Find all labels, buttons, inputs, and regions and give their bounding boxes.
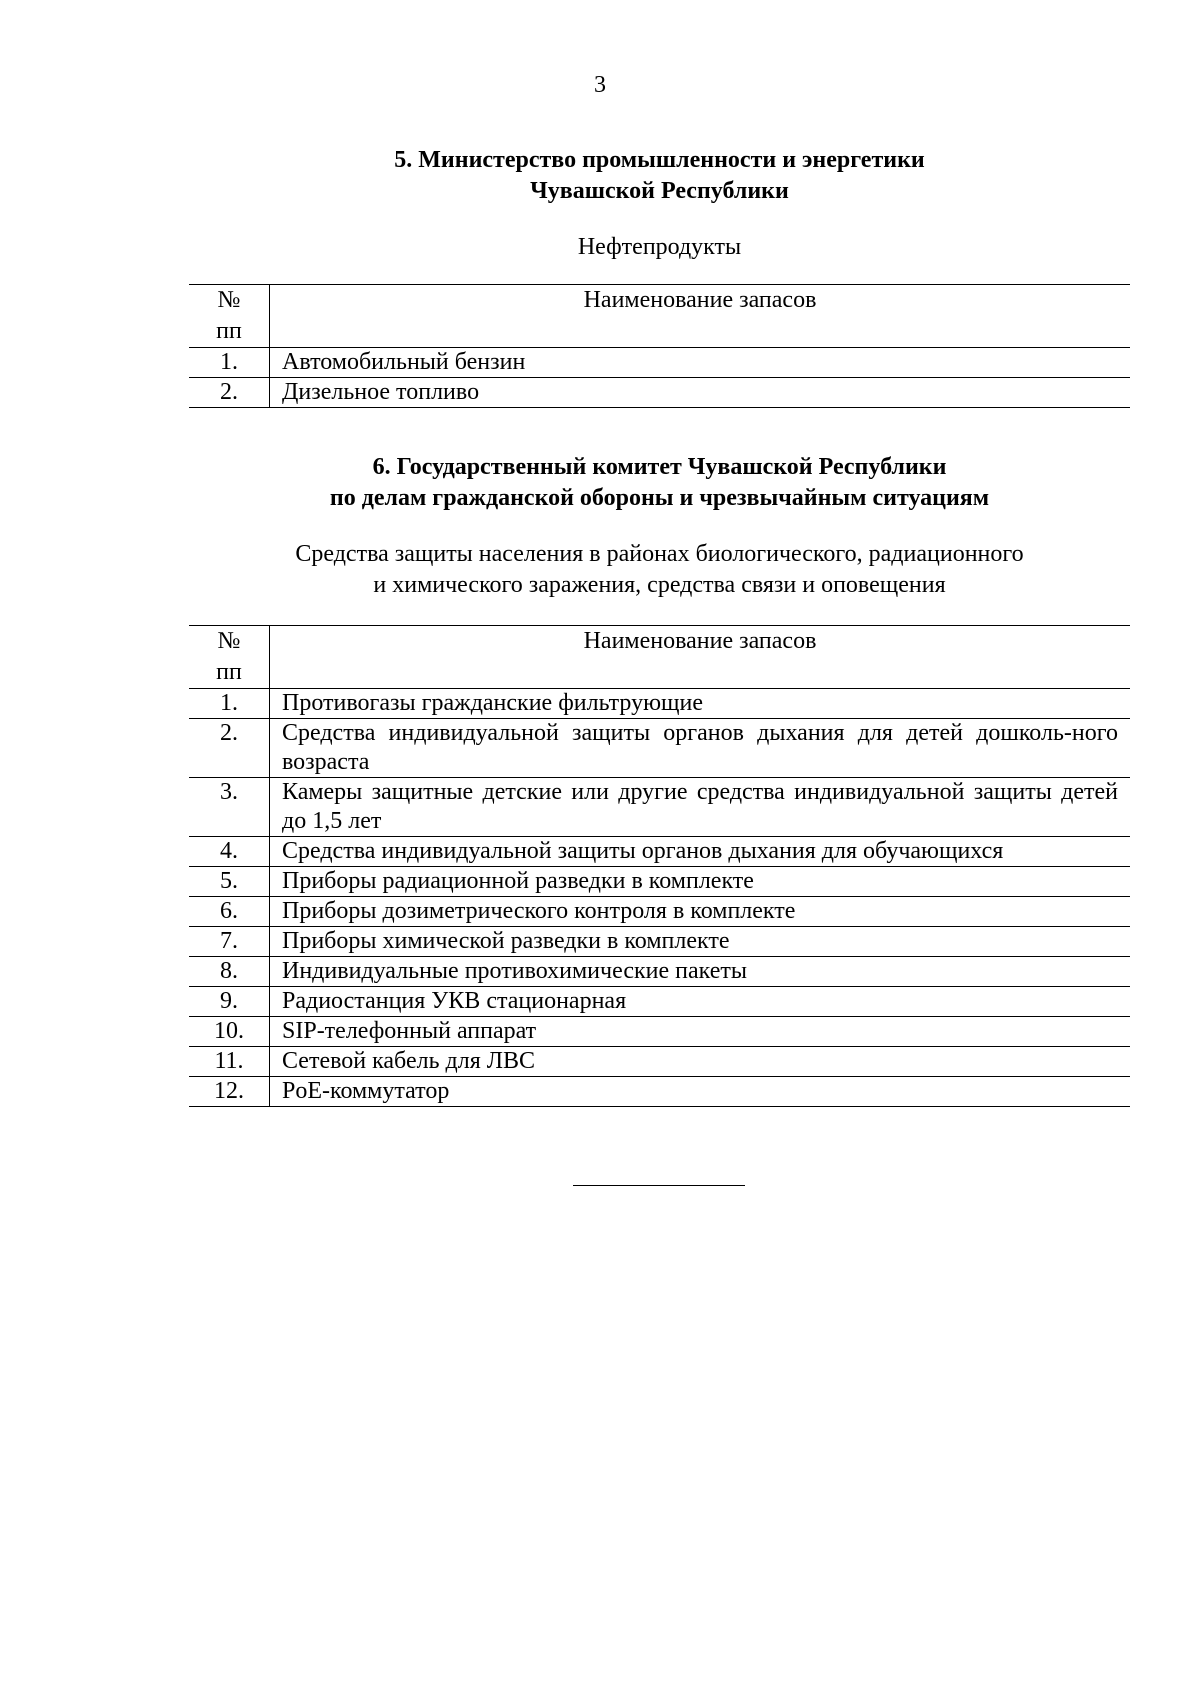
table-header-row (189, 285, 1130, 348)
row-number: 7. (189, 927, 270, 957)
row-item-name: PoE-коммутатор (270, 1077, 1131, 1107)
section-5-subheading: Нефтепродукты (577, 234, 742, 260)
table-row (189, 348, 1130, 378)
table-row (189, 867, 1130, 897)
row-number: 12. (189, 1077, 270, 1107)
table-row (189, 957, 1130, 987)
column-header-number-line2: пп (216, 659, 242, 685)
row-number: 2. (189, 378, 270, 408)
column-header-number-line1: № (217, 628, 241, 654)
section-5 (189, 145, 1130, 408)
table-row (189, 1077, 1130, 1107)
section-5-heading-line1: 5. Министерство промышленности и энергетики (394, 147, 925, 173)
section-6-subheading-line2: и химического заражения, средства связи и оповещения (373, 572, 946, 598)
column-header-number (189, 626, 270, 689)
row-item-name: Приборы радиационной разведки в комплекте (270, 867, 1131, 897)
column-header-name: Наименование запасов (270, 626, 1131, 689)
table-row (189, 927, 1130, 957)
section-6-subheading-line1: Средства защиты населения в районах биологического, радиационного (295, 541, 1024, 567)
row-number: 6. (189, 897, 270, 927)
page-number: 3 (594, 72, 606, 98)
column-header-number-line1: № (217, 287, 241, 313)
table-row (189, 689, 1130, 719)
table-row (189, 1017, 1130, 1047)
section-6 (189, 452, 1130, 1107)
table-row (189, 1047, 1130, 1077)
table-row (189, 719, 1130, 778)
row-item-name: Приборы химической разведки в комплекте (270, 927, 1131, 957)
table-row (189, 837, 1130, 867)
table-header-row (189, 626, 1130, 689)
column-header-number-line2: пп (216, 318, 242, 344)
row-item-name: Противогазы гражданские фильтрующие (270, 689, 1131, 719)
row-number: 9. (189, 987, 270, 1017)
section-6-heading-line2: по делам гражданской обороны и чрезвычайным ситуациям (329, 485, 990, 511)
row-number: 1. (189, 348, 270, 378)
row-item-name: Дизельное топливо (270, 378, 1131, 408)
column-header-number (189, 285, 270, 348)
row-number: 10. (189, 1017, 270, 1047)
end-of-document-rule (573, 1185, 745, 1186)
section-6-table (189, 625, 1130, 1107)
row-item-name: Средства индивидуальной защиты органов дыхания для обучающихся (270, 837, 1131, 867)
row-item-name: Сетевой кабель для ЛВС (270, 1047, 1131, 1077)
section-5-table (189, 284, 1130, 408)
section-5-heading-line2: Чувашской Республики (530, 178, 789, 204)
table-row (189, 778, 1130, 837)
row-number: 2. (189, 719, 270, 778)
table-row (189, 897, 1130, 927)
table-row (189, 378, 1130, 408)
row-number: 1. (189, 689, 270, 719)
section-5-table-body (189, 348, 1130, 408)
table-row (189, 987, 1130, 1017)
row-item-name: Радиостанция УКВ стационарная (270, 987, 1131, 1017)
row-item-name: Камеры защитные детские или другие средства индивидуальной защиты детей до 1,5 лет (270, 778, 1131, 837)
row-number: 5. (189, 867, 270, 897)
row-item-name: Индивидуальные противохимические пакеты (270, 957, 1131, 987)
row-number: 3. (189, 778, 270, 837)
row-number: 11. (189, 1047, 270, 1077)
row-number: 4. (189, 837, 270, 867)
column-header-name: Наименование запасов (270, 285, 1131, 348)
section-6-table-body (189, 689, 1130, 1107)
row-item-name: Автомобильный бензин (270, 348, 1131, 378)
row-item-name: Приборы дозиметрического контроля в комплекте (270, 897, 1131, 927)
row-item-name: Средства индивидуальной защиты органов дыхания для детей дошколь-ного возраста (270, 719, 1131, 778)
row-number: 8. (189, 957, 270, 987)
section-6-heading-line1: 6. Государственный комитет Чувашской Республики (372, 454, 947, 480)
row-item-name: SIP-телефонный аппарат (270, 1017, 1131, 1047)
